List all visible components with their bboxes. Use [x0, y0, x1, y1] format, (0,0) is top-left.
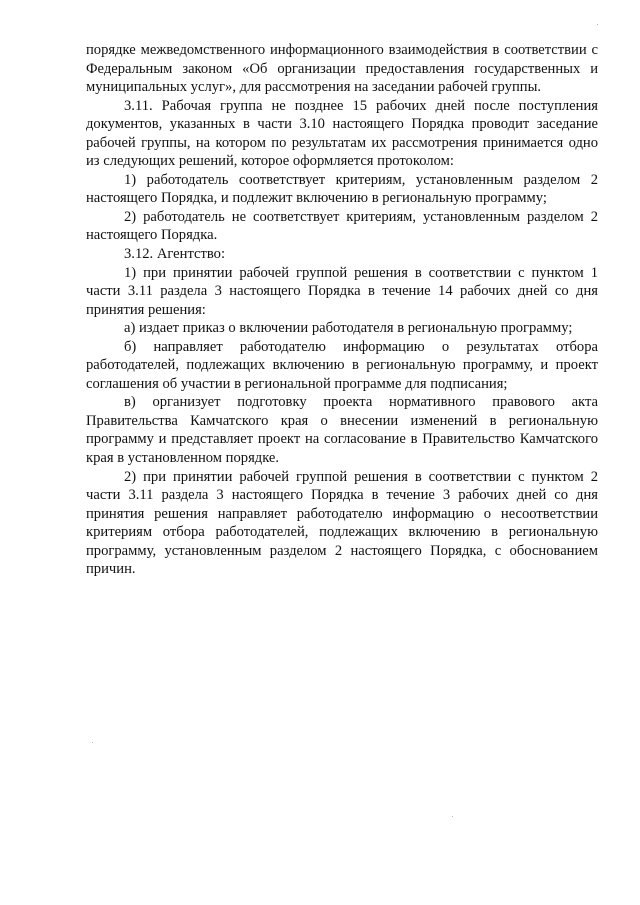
paragraph-3-12-subitem-v: в) организует подготовку проекта нормативного правового акта Правительства Камчатского края о внесении изменений в региональную программу и представляет проект на согласование в Правительство Камчатского края в установленном порядке. — [86, 394, 598, 467]
paragraph-3-11-item-1: 1) работодатель соответствует критериям, установленным разделом 2 настоящего Порядка, и подлежит включению в региональную программу; — [86, 171, 598, 207]
paragraph-3-11: 3.11. Рабочая группа не позднее 15 рабочих дней после поступления документов, указанных в части 3.10 настоящего Порядка проводит заседание рабочей группы, на котором по результатам их рассмотрения принимается одно из следующих решений, которое оформляется протоколом: — [86, 97, 598, 170]
paragraph-3-12-item-1: 1) при принятии рабочей группой решения в соответствии с пунктом 1 части 3.11 раздела 3 настоящего Порядка в течение 14 рабочих дней со дня принятия решения: — [86, 264, 598, 318]
paragraph-3-11-item-2: 2) работодатель не соответствует критериям, установленным разделом 2 настоящего Порядка. — [86, 208, 598, 244]
paragraph-3-12-subitem-b: б) направляет работодателю информацию о результатах отбора работодателей, подлежащих включению в региональную программу, и проект соглашения об участии в региональной программе для подписания; — [86, 338, 598, 392]
scan-speck — [92, 742, 93, 743]
scan-speck — [597, 24, 598, 25]
document-body — [86, 41, 598, 579]
paragraph-3-12: 3.12. Агентство: — [124, 246, 226, 263]
paragraph-3-12-subitem-a: а) издает приказ о включении работодателя в региональную программу; — [124, 320, 573, 337]
paragraph-3-12-item-2: 2) при принятии рабочей группой решения в соответствии с пунктом 2 части 3.11 раздела 3 настоящего Порядка в течение 3 рабочих дней со дня принятия решения направляет работодателю информацию о несоответствии критериям отбора работодателей, подлежащих включению в региональную программу, установленным разделом 2 настоящего Порядка, с обоснованием причин. — [86, 468, 598, 578]
scan-speck — [452, 816, 453, 817]
paragraph-continuation: порядке межведомственного информационного взаимодействия в соответствии с Федеральным законом «Об организации предоставления государственных и муниципальных услуг», для рассмотрения на заседании рабочей группы. — [86, 42, 598, 96]
